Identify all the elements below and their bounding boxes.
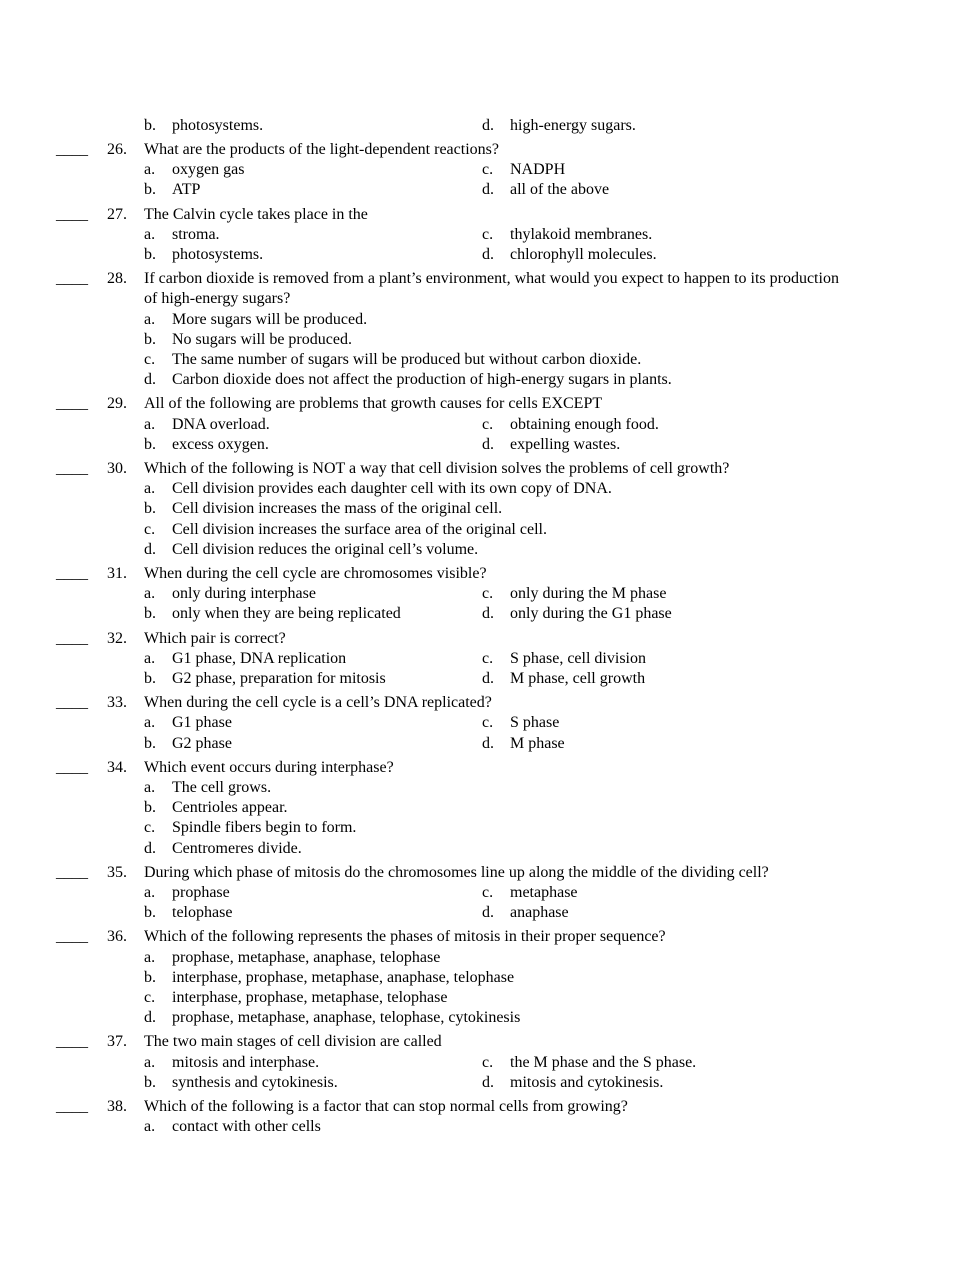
- option-text: M phase, cell growth: [510, 670, 646, 687]
- option-text: G2 phase, preparation for mitosis: [172, 670, 386, 687]
- option-text: expelling wastes.: [510, 436, 621, 453]
- option-letter: a.: [144, 650, 156, 667]
- option-letter: a.: [144, 949, 156, 966]
- answer-blank[interactable]: ____: [56, 630, 88, 647]
- option-letter: d.: [482, 904, 494, 921]
- question-text: Which of the following is NOT a way that cell division solves the problems of cell growth?: [144, 460, 730, 477]
- option-text: Cell division increases the mass of the original cell.: [172, 500, 503, 517]
- option-text: the M phase and the S phase.: [510, 1054, 697, 1071]
- option-letter: a.: [144, 480, 156, 497]
- option-text: telophase: [172, 904, 233, 921]
- option-letter: a.: [144, 714, 156, 731]
- option-text: S phase: [510, 714, 560, 731]
- option-letter: a.: [144, 161, 156, 178]
- option-letter: c.: [482, 1054, 494, 1071]
- option-text: G1 phase: [172, 714, 232, 731]
- option-letter: c.: [482, 650, 494, 667]
- option-letter: d.: [482, 1074, 494, 1091]
- option-letter: d.: [482, 117, 494, 134]
- option-text: anaphase: [510, 904, 569, 921]
- option-letter: d.: [482, 735, 494, 752]
- option-text: DNA overload.: [172, 416, 270, 433]
- option-text: synthesis and cytokinesis.: [172, 1074, 338, 1091]
- option-letter: c.: [482, 226, 494, 243]
- question-number: 32.: [107, 630, 127, 647]
- option-letter: b.: [144, 181, 156, 198]
- option-text: prophase: [172, 884, 230, 901]
- option-letter: c.: [482, 585, 494, 602]
- answer-blank[interactable]: ____: [56, 694, 88, 711]
- question-number: 35.: [107, 864, 127, 881]
- question-text: The two main stages of cell division are called: [144, 1033, 442, 1050]
- question-text: When during the cell cycle are chromosomes visible?: [144, 565, 487, 582]
- option-text: mitosis and cytokinesis.: [510, 1074, 664, 1091]
- option-text: prophase, metaphase, anaphase, telophase, cytokinesis: [172, 1009, 521, 1026]
- option-text: M phase: [510, 735, 565, 752]
- question-number: 27.: [107, 206, 127, 223]
- option-text: interphase, prophase, metaphase, anaphase, telophase: [172, 969, 515, 986]
- option-letter: c.: [482, 416, 494, 433]
- option-letter: b.: [144, 799, 156, 816]
- option-letter: b.: [144, 246, 156, 263]
- option-letter: b.: [144, 735, 156, 752]
- question-text: If carbon dioxide is removed from a plant’s environment, what would you expect to happen to its production: [144, 270, 839, 287]
- option-letter: d.: [482, 670, 494, 687]
- option-letter: d.: [144, 1009, 156, 1026]
- answer-blank[interactable]: ____: [56, 395, 88, 412]
- answer-blank[interactable]: ____: [56, 1098, 88, 1115]
- option-letter: b.: [144, 969, 156, 986]
- option-text: No sugars will be produced.: [172, 331, 352, 348]
- option-letter: a.: [144, 416, 156, 433]
- option-letter: c.: [144, 819, 156, 836]
- option-text: The same number of sugars will be produced but without carbon dioxide.: [172, 351, 642, 368]
- option-text: oxygen gas: [172, 161, 245, 178]
- option-text: high-energy sugars.: [510, 117, 636, 134]
- option-text: photosystems.: [172, 117, 264, 134]
- question-number: 28.: [107, 270, 127, 287]
- option-letter: d.: [482, 605, 494, 622]
- option-letter: a.: [144, 585, 156, 602]
- question-number: 34.: [107, 759, 127, 776]
- option-text: metaphase: [510, 884, 578, 901]
- question-number: 26.: [107, 141, 127, 158]
- option-letter: d.: [482, 181, 494, 198]
- question-number: 29.: [107, 395, 127, 412]
- option-text: G2 phase: [172, 735, 232, 752]
- question-number: 33.: [107, 694, 127, 711]
- option-letter: a.: [144, 1054, 156, 1071]
- option-text: Centromeres divide.: [172, 840, 302, 857]
- option-text: obtaining enough food.: [510, 416, 659, 433]
- option-text: Cell division reduces the original cell’s volume.: [172, 541, 479, 558]
- question-number: 31.: [107, 565, 127, 582]
- question-text: All of the following are problems that growth causes for cells EXCEPT: [144, 395, 603, 412]
- option-letter: a.: [144, 226, 156, 243]
- option-letter: c.: [482, 884, 494, 901]
- question-text: Which of the following represents the phases of mitosis in their proper sequence?: [144, 928, 666, 945]
- option-letter: b.: [144, 1074, 156, 1091]
- option-text: Carbon dioxide does not affect the production of high-energy sugars in plants.: [172, 371, 672, 388]
- answer-blank[interactable]: ____: [56, 759, 88, 776]
- answer-blank[interactable]: ____: [56, 565, 88, 582]
- option-text: Cell division provides each daughter cell with its own copy of DNA.: [172, 480, 612, 497]
- option-text: mitosis and interphase.: [172, 1054, 320, 1071]
- question-text: of high-energy sugars?: [144, 290, 291, 307]
- option-letter: d.: [482, 436, 494, 453]
- option-letter: b.: [144, 670, 156, 687]
- option-text: stroma.: [172, 226, 220, 243]
- option-text: interphase, prophase, metaphase, telophase: [172, 989, 448, 1006]
- option-text: NADPH: [510, 161, 566, 178]
- option-text: Cell division increases the surface area of the original cell.: [172, 521, 547, 538]
- option-letter: d.: [144, 371, 156, 388]
- question-text: Which pair is correct?: [144, 630, 286, 647]
- option-letter: a.: [144, 311, 156, 328]
- option-letter: b.: [144, 331, 156, 348]
- answer-blank[interactable]: ____: [56, 864, 88, 881]
- option-letter: c.: [144, 989, 156, 1006]
- option-letter: b.: [144, 117, 156, 134]
- option-letter: b.: [144, 436, 156, 453]
- question-number: 36.: [107, 928, 127, 945]
- question-text: What are the products of the light-dependent reactions?: [144, 141, 499, 158]
- option-text: all of the above: [510, 181, 610, 198]
- question-text: The Calvin cycle takes place in the: [144, 206, 368, 223]
- option-text: Spindle fibers begin to form.: [172, 819, 357, 836]
- option-text: contact with other cells: [172, 1118, 321, 1135]
- answer-blank[interactable]: ____: [56, 206, 88, 223]
- option-letter: c.: [482, 714, 494, 731]
- option-text: S phase, cell division: [510, 650, 646, 667]
- option-letter: a.: [144, 779, 156, 796]
- option-text: photosystems.: [172, 246, 264, 263]
- option-text: only during interphase: [172, 585, 316, 602]
- question-number: 38.: [107, 1098, 127, 1115]
- option-letter: a.: [144, 884, 156, 901]
- question-number: 37.: [107, 1033, 127, 1050]
- option-text: only when they are being replicated: [172, 605, 401, 622]
- option-letter: d.: [144, 840, 156, 857]
- option-letter: d.: [144, 541, 156, 558]
- option-text: ATP: [172, 181, 201, 198]
- option-text: More sugars will be produced.: [172, 311, 368, 328]
- answer-blank[interactable]: ____: [56, 270, 88, 287]
- question-text: Which of the following is a factor that can stop normal cells from growing?: [144, 1098, 628, 1115]
- answer-blank[interactable]: ____: [56, 141, 88, 158]
- option-letter: a.: [144, 1118, 156, 1135]
- question-number: 30.: [107, 460, 127, 477]
- option-text: prophase, metaphase, anaphase, telophase: [172, 949, 441, 966]
- option-letter: b.: [144, 904, 156, 921]
- answer-blank[interactable]: ____: [56, 460, 88, 477]
- option-text: excess oxygen.: [172, 436, 269, 453]
- option-letter: c.: [144, 521, 156, 538]
- question-text: During which phase of mitosis do the chromosomes line up along the middle of the dividing cell?: [144, 864, 769, 881]
- option-text: The cell grows.: [172, 779, 272, 796]
- question-text: When during the cell cycle is a cell’s DNA replicated?: [144, 694, 492, 711]
- option-letter: c.: [482, 161, 494, 178]
- question-text: Which event occurs during interphase?: [144, 759, 394, 776]
- option-text: only during the M phase: [510, 585, 667, 602]
- answer-blank[interactable]: ____: [56, 928, 88, 945]
- option-text: Centrioles appear.: [172, 799, 288, 816]
- option-letter: b.: [144, 605, 156, 622]
- option-letter: c.: [144, 351, 156, 368]
- option-text: G1 phase, DNA replication: [172, 650, 347, 667]
- answer-blank[interactable]: ____: [56, 1033, 88, 1050]
- option-letter: b.: [144, 500, 156, 517]
- option-text: chlorophyll molecules.: [510, 246, 657, 263]
- option-letter: d.: [482, 246, 494, 263]
- option-text: thylakoid membranes.: [510, 226, 653, 243]
- option-text: only during the G1 phase: [510, 605, 672, 622]
